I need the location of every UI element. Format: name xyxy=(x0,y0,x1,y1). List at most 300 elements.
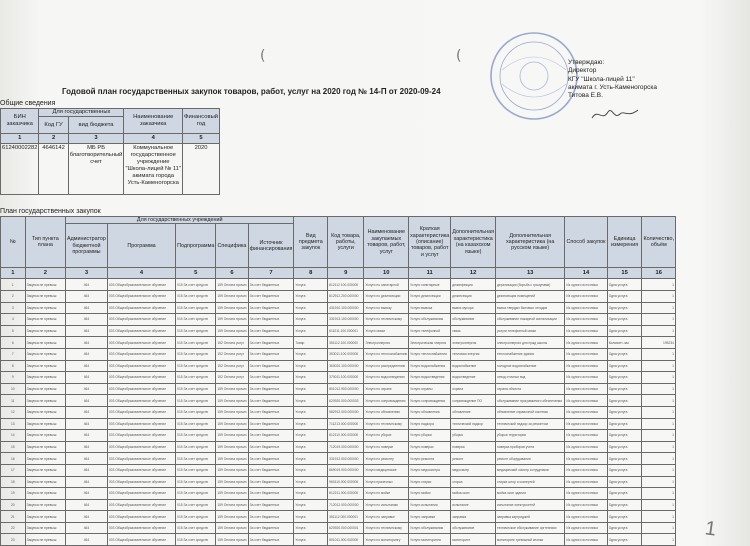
table-cell: 1 xyxy=(642,418,676,430)
table-cell: Закупка не превыш xyxy=(25,534,65,546)
table-cell: Закупка не превыш xyxy=(25,372,65,384)
table-cell: 003 Общеобразовательное обучение xyxy=(107,383,175,395)
col-state-institutions: Для государственных учреждений xyxy=(66,217,294,224)
table-cell: вывоз мусора xyxy=(451,302,496,314)
table-cell: Из одного источника xyxy=(565,314,607,326)
table-cell: Одна услуга xyxy=(607,488,642,500)
table-cell: Услуги связи xyxy=(364,325,409,337)
table-cell: За счет бюджетных xyxy=(248,337,294,349)
table-cell: За счет бюджетных xyxy=(248,441,294,453)
table-cell: Закупка не превыш xyxy=(25,511,65,523)
table-cell: обслуживание программного обеспечения xyxy=(496,395,565,407)
table-cell: Из одного источника xyxy=(565,360,607,372)
table-row xyxy=(1,372,676,384)
col-bin: БИН заказчика xyxy=(1,109,39,134)
official-seal xyxy=(488,30,580,122)
budget-type-value: МБ РБ благотворительный счет xyxy=(68,144,124,195)
table-cell: обновление xyxy=(451,406,496,418)
table-cell: 003 Общеобразовательное обучение xyxy=(107,279,175,291)
table-cell: Услуги по сопровождению xyxy=(364,395,409,407)
table-cell: За счет бюджетных xyxy=(248,314,294,326)
signature xyxy=(590,104,640,124)
table-cell: 159 Оплата прочих xyxy=(216,534,248,546)
table-cell: 353011.100.000000 xyxy=(328,348,364,360)
table-cell: 1 xyxy=(1,279,26,291)
table-cell: 1 xyxy=(642,372,676,384)
table-cell: Услуги телефонной xyxy=(409,325,451,337)
table-cell: 159 Оплата прочих xyxy=(216,395,248,407)
column-number: 2 xyxy=(25,268,65,279)
table-cell: 015 За счет средств xyxy=(176,499,216,511)
table-cell: 003 Общеобразовательное обучение xyxy=(107,488,175,500)
table-cell: 015 За счет средств xyxy=(176,337,216,349)
table-cell: Услуга xyxy=(294,441,328,453)
table-cell: Киловатт-час xyxy=(607,337,642,349)
table-cell: Услуги обновления xyxy=(409,406,451,418)
table-cell: 159 Оплата прочих xyxy=(216,430,248,442)
table-cell: Услуга xyxy=(294,476,328,488)
table-cell: 015 За счет средств xyxy=(176,395,216,407)
table-cell: За счет бюджетных xyxy=(248,453,294,465)
table-cell: Услуга xyxy=(294,418,328,430)
table-cell: Из одного источника xyxy=(565,511,607,523)
table-cell: 464 xyxy=(66,372,108,384)
col-customer-name: Наименование заказчика xyxy=(124,109,183,134)
table-cell: За счет бюджетных xyxy=(248,348,294,360)
table-cell: 4 xyxy=(1,314,26,326)
table-cell: 015 За счет средств xyxy=(176,291,216,303)
table-cell: Услуги по водоотведению xyxy=(364,372,409,384)
table-cell: 015 За счет средств xyxy=(176,453,216,465)
col-quantity: Количество, объём xyxy=(642,217,676,268)
page-number-handwritten: 1 xyxy=(703,517,718,541)
table-row xyxy=(1,418,676,430)
table-cell: 1 xyxy=(642,430,676,442)
table-cell: Услуги санитарные xyxy=(409,279,451,291)
table-cell: За счет бюджетных xyxy=(248,430,294,442)
table-cell: Услуга xyxy=(294,430,328,442)
table-cell: 159 Оплата прочих xyxy=(216,441,248,453)
table-row xyxy=(1,406,676,418)
table-cell: 464 xyxy=(66,511,108,523)
table-cell: 015 За счет средств xyxy=(176,441,216,453)
table-cell: электроэнергия xyxy=(451,337,496,349)
fin-year-value: 2020 xyxy=(183,144,220,195)
table-cell: Услуги по охране xyxy=(364,383,409,395)
table-row xyxy=(1,464,676,476)
table-cell: Услуга xyxy=(294,488,328,500)
table-cell: 003 Общеобразовательное обучение xyxy=(107,534,175,546)
table-cell: Одна услуга xyxy=(607,372,642,384)
table-cell: 195234 xyxy=(642,337,676,349)
table-cell: Из одного источника xyxy=(565,395,607,407)
table-cell: За счет бюджетных xyxy=(248,499,294,511)
table-cell: 464 xyxy=(66,418,108,430)
table-cell: 1 xyxy=(642,395,676,407)
table-cell: Услуга xyxy=(294,325,328,337)
table-cell: Из одного источника xyxy=(565,522,607,534)
table-cell: 464 xyxy=(66,476,108,488)
table-cell: Из одного источника xyxy=(565,453,607,465)
column-number: 13 xyxy=(496,268,565,279)
table-cell: 620920.000.000003 xyxy=(328,395,364,407)
table-cell: Закупка не превыш xyxy=(25,406,65,418)
column-number: 11 xyxy=(409,268,451,279)
table-cell: За счет бюджетных xyxy=(248,476,294,488)
table-cell: 003 Общеобразовательное обучение xyxy=(107,453,175,465)
table-cell: Из одного источника xyxy=(565,337,607,349)
col-subprogram: Подпрограмма xyxy=(176,224,216,268)
table-cell: ремонт оборудования xyxy=(496,453,565,465)
table-cell: 003 Общеобразовательное обучение xyxy=(107,395,175,407)
plan-rows xyxy=(1,279,676,546)
table-cell: 159 Оплата прочих xyxy=(216,406,248,418)
table-cell: 1 xyxy=(642,522,676,534)
table-cell: 1 xyxy=(642,476,676,488)
col-budget-type: вид бюджета xyxy=(68,117,124,134)
table-cell: 13 xyxy=(1,418,26,430)
table-cell: Услуги по техническому xyxy=(364,314,409,326)
table-cell: Одна услуга xyxy=(607,499,642,511)
table-cell: Одна услуга xyxy=(607,534,642,546)
table-cell: 331913.100.000000 xyxy=(328,314,364,326)
table-cell: 711213.000.000000 xyxy=(328,418,364,430)
table-cell: 1 xyxy=(642,279,676,291)
col-program: Программа xyxy=(107,224,175,268)
table-cell: 015 За счет средств xyxy=(176,476,216,488)
table-cell: Закупка не превыш xyxy=(25,279,65,291)
table-cell: 015 За счет средств xyxy=(176,522,216,534)
table-cell: 21 xyxy=(1,511,26,523)
table-cell: Услуги по поверке xyxy=(364,441,409,453)
table-cell: 812110.000.000000 xyxy=(328,430,364,442)
table-cell: медицинский осмотр сотрудников xyxy=(496,464,565,476)
binder-hole-left: ( xyxy=(260,48,266,64)
table-cell: Закупка не превыш xyxy=(25,325,65,337)
table-cell: поверка xyxy=(451,441,496,453)
table-cell: 003 Общеобразовательное обучение xyxy=(107,314,175,326)
table-cell: Одна услуга xyxy=(607,406,642,418)
table-cell: 464 xyxy=(66,488,108,500)
table-cell: 464 xyxy=(66,291,108,303)
table-cell: Электроэнергия xyxy=(364,337,409,349)
table-cell: 6 xyxy=(1,337,26,349)
table-cell: 1 xyxy=(642,360,676,372)
table-cell: Услуга xyxy=(294,406,328,418)
table-row xyxy=(1,430,676,442)
table-row xyxy=(1,511,676,523)
table-cell: 159 Оплата прочих xyxy=(216,488,248,500)
table-cell: 351112.000.000001 xyxy=(328,511,364,523)
table-row xyxy=(1,302,676,314)
table-cell: 003 Общеобразовательное обучение xyxy=(107,325,175,337)
table-cell: 1 xyxy=(642,302,676,314)
table-cell: 22 xyxy=(1,522,26,534)
table-cell: Закупка не превыш xyxy=(25,499,65,511)
table-cell: Услуга xyxy=(294,464,328,476)
table-cell: тепловая энергия xyxy=(451,348,496,360)
table-cell: 464 xyxy=(66,360,108,372)
column-number: 15 xyxy=(607,268,642,279)
table-cell: Одна услуга xyxy=(607,464,642,476)
table-cell: 159 Оплата прочих xyxy=(216,418,248,430)
table-cell: 015 За счет средств xyxy=(176,383,216,395)
table-cell: 464 xyxy=(66,453,108,465)
table-cell: Одна услуга xyxy=(607,291,642,303)
table-cell: 360020.100.000000 xyxy=(328,360,364,372)
table-cell: 1 xyxy=(642,488,676,500)
table-row xyxy=(1,383,676,395)
table-cell: ремонт xyxy=(451,453,496,465)
table-row xyxy=(1,360,676,372)
table-cell: 1 xyxy=(642,464,676,476)
table-cell: Услуги по обновлению xyxy=(364,406,409,418)
table-cell: Услуга xyxy=(294,499,328,511)
table-cell: Из одного источника xyxy=(565,302,607,314)
table-cell: 015 За счет средств xyxy=(176,534,216,546)
table-cell: Услуги дезинсекции xyxy=(409,291,451,303)
table-cell: 159 Оплата прочих xyxy=(216,325,248,337)
table-cell: 464 xyxy=(66,430,108,442)
table-cell: За счет бюджетных xyxy=(248,511,294,523)
col-extra-characteristics-kz: Дополнительная характеристика (на казахском языке) xyxy=(451,217,496,268)
table-cell: 003 Общеобразовательное обучение xyxy=(107,430,175,442)
table-cell: 712019.000.000000 xyxy=(328,441,364,453)
table-cell: 611011.100.000001 xyxy=(328,325,364,337)
col-budget-admin: Администратор бюджетной программы xyxy=(66,224,108,268)
table-cell: 464 xyxy=(66,325,108,337)
table-cell: 464 xyxy=(66,464,108,476)
table-cell: Закупка не превыш xyxy=(25,395,65,407)
table-cell: Услуги по техническому xyxy=(364,418,409,430)
table-cell: 003 Общеобразовательное обучение xyxy=(107,291,175,303)
table-cell: Услуги обслуживания xyxy=(409,314,451,326)
col-extra-characteristics-ru: Дополнительная характеристика (на русском языке) xyxy=(496,217,565,268)
table-cell: 464 xyxy=(66,279,108,291)
table-cell: мониторинг тревожной кнопки xyxy=(496,534,565,546)
table-cell: дезинсекция помещений xyxy=(496,291,565,303)
gu-code-value: 4646142 xyxy=(39,144,68,195)
table-cell: Услуги мониторинга xyxy=(409,534,451,546)
table-cell: 464 xyxy=(66,348,108,360)
table-cell: заправка xyxy=(451,511,496,523)
table-cell: 370011.100.000000 xyxy=(328,372,364,384)
table-cell: испытание xyxy=(451,499,496,511)
table-cell: 431910.100.000000 xyxy=(328,302,364,314)
column-number: 8 xyxy=(294,268,328,279)
table-cell: 015 За счет средств xyxy=(176,406,216,418)
table-cell: Услуги охраны xyxy=(409,383,451,395)
table-cell: 015 За счет средств xyxy=(176,360,216,372)
table-cell: поверка приборов учета xyxy=(496,441,565,453)
table-cell: 159 Оплата прочих xyxy=(216,499,248,511)
table-cell: Одна услуга xyxy=(607,453,642,465)
table-row xyxy=(1,441,676,453)
col-brief-characteristics: Краткая характеристика (описание) товаров, работ и услуг xyxy=(409,217,451,268)
table-cell: 960110.000.000000 xyxy=(328,476,364,488)
table-cell: Услуги вывоза xyxy=(409,302,451,314)
table-cell: 003 Общеобразовательное обучение xyxy=(107,418,175,430)
table-cell: Услуга xyxy=(294,372,328,384)
table-cell: Услуги по дезинсекции xyxy=(364,291,409,303)
plan-table xyxy=(0,216,676,546)
table-cell: 10 xyxy=(1,383,26,395)
table-cell: 003 Общеобразовательное обучение xyxy=(107,511,175,523)
table-cell: 7 xyxy=(1,348,26,360)
table-cell: отвод сточных вод xyxy=(496,372,565,384)
table-cell: 869019.000.000000 xyxy=(328,464,364,476)
table-cell: 159 Оплата прочих xyxy=(216,464,248,476)
page-title: Годовой план государственных закупок товаров, работ, услуг на 2020 год № 14-П от 2020-09-24 xyxy=(62,87,441,96)
table-cell: Услуги по ремонту xyxy=(364,453,409,465)
table-cell: 015 За счет средств xyxy=(176,302,216,314)
table-cell: 003 Общеобразовательное обучение xyxy=(107,476,175,488)
table-cell: Услуги водоснабжения xyxy=(409,360,451,372)
table-cell: Услуги по вывозу xyxy=(364,302,409,314)
table-cell: 464 xyxy=(66,337,108,349)
table-cell: 159 Оплата прочих xyxy=(216,314,248,326)
table-cell: обслуживание пожарной сигнализации xyxy=(496,314,565,326)
table-cell: Закупка не превыш xyxy=(25,383,65,395)
table-row xyxy=(1,476,676,488)
table-cell: 003 Общеобразовательное обучение xyxy=(107,360,175,372)
table-cell: Услуги уборки xyxy=(409,430,451,442)
table-cell: Услуга xyxy=(294,314,328,326)
table-cell: 159 Оплата прочих xyxy=(216,511,248,523)
table-cell: дератизация (борьба с грызунами) xyxy=(496,279,565,291)
table-cell: Услуги по распределению xyxy=(364,360,409,372)
table-cell: Услуга xyxy=(294,291,328,303)
table-cell: Одна услуга xyxy=(607,430,642,442)
table-cell: водоотведение xyxy=(451,372,496,384)
table-cell: Закупка не превыш xyxy=(25,418,65,430)
table-cell: Одна услуга xyxy=(607,476,642,488)
table-row xyxy=(1,522,676,534)
table-cell: 152 Оплата услуг xyxy=(216,337,248,349)
table-cell: 159 Оплата прочих xyxy=(216,453,248,465)
table-cell: Закупка не превыш xyxy=(25,522,65,534)
table-cell: Из одного источника xyxy=(565,441,607,453)
table-cell: 351112.100.000000 xyxy=(328,337,364,349)
table-cell: водоснабжение xyxy=(451,360,496,372)
column-number: 14 xyxy=(565,268,607,279)
table-cell: 9 xyxy=(1,372,26,384)
table-cell: Одна услуга xyxy=(607,383,642,395)
table-cell: обновление справочной системы xyxy=(496,406,565,418)
table-cell: 015 За счет средств xyxy=(176,418,216,430)
table-cell: Из одного источника xyxy=(565,430,607,442)
table-cell: Одна услуга xyxy=(607,395,642,407)
table-cell: 801011.000.000000 xyxy=(328,534,364,546)
table-cell: Услуги по заправке xyxy=(364,511,409,523)
table-cell: 464 xyxy=(66,314,108,326)
table-cell: За счет бюджетных xyxy=(248,488,294,500)
table-cell: Услуга xyxy=(294,383,328,395)
column-number: 1 xyxy=(1,268,26,279)
table-cell: 159 Оплата прочих xyxy=(216,291,248,303)
table-cell: Услуга xyxy=(294,395,328,407)
table-cell: медосмотр xyxy=(451,464,496,476)
table-cell: Одна услуга xyxy=(607,360,642,372)
table-cell: заправка картриджей xyxy=(496,511,565,523)
table-cell: За счет бюджетных xyxy=(248,291,294,303)
table-cell: Одна услуга xyxy=(607,302,642,314)
table-cell: 812211.000.000000 xyxy=(328,488,364,500)
table-cell: Услуги обслуживания xyxy=(409,522,451,534)
table-cell: Услуги стирки xyxy=(409,476,451,488)
table-cell: Из одного источника xyxy=(565,406,607,418)
table-cell: охрана xyxy=(451,383,496,395)
table-cell: Одна услуга xyxy=(607,418,642,430)
table-cell: Из одного источника xyxy=(565,499,607,511)
table-cell: 015 За счет средств xyxy=(176,464,216,476)
table-cell: 159 Оплата прочих xyxy=(216,476,248,488)
table-cell: Одна услуга xyxy=(607,314,642,326)
table-cell: 464 xyxy=(66,499,108,511)
table-cell: 003 Общеобразовательное обучение xyxy=(107,464,175,476)
col-fin-year: Финансовый год xyxy=(183,109,220,134)
table-cell: Закупка не превыш xyxy=(25,314,65,326)
table-row xyxy=(1,279,676,291)
table-cell: Услуги мойки xyxy=(409,488,451,500)
table-cell: 003 Общеобразовательное обучение xyxy=(107,406,175,418)
table-cell: 003 Общеобразовательное обучение xyxy=(107,337,175,349)
table-cell: За счет бюджетных xyxy=(248,522,294,534)
table-cell: Услуга xyxy=(294,522,328,534)
table-cell: уборка xyxy=(451,430,496,442)
column-number: 6 xyxy=(216,268,248,279)
table-cell: стирка xyxy=(451,476,496,488)
column-number: 3 xyxy=(66,268,108,279)
table-cell: Услуги прачечных xyxy=(364,476,409,488)
table-cell: 16 xyxy=(1,453,26,465)
table-cell: 1 xyxy=(642,534,676,546)
table-cell: 812112.100.000000 xyxy=(328,279,364,291)
table-cell: Из одного источника xyxy=(565,464,607,476)
table-cell: За счет бюджетных xyxy=(248,302,294,314)
table-cell: Услуга xyxy=(294,453,328,465)
table-cell: 464 xyxy=(66,522,108,534)
col-product-code: Код товара, работы, услуги xyxy=(328,217,364,268)
table-cell: 1 xyxy=(642,383,676,395)
table-cell: Услуга xyxy=(294,360,328,372)
table-cell: За счет бюджетных xyxy=(248,406,294,418)
table-cell: Услуги сопровождения xyxy=(409,395,451,407)
table-cell: 015 За счет средств xyxy=(176,314,216,326)
table-cell: 620920.000.000001 xyxy=(328,522,364,534)
table-row xyxy=(1,348,676,360)
table-cell: стирка штор и скатертей xyxy=(496,476,565,488)
column-number: 7 xyxy=(248,268,294,279)
table-cell: Закупка не превыш xyxy=(25,337,65,349)
table-cell: Одна услуга xyxy=(607,348,642,360)
table-cell: 015 За счет средств xyxy=(176,511,216,523)
table-cell: Услуга xyxy=(294,348,328,360)
table-cell: Закупка не превыш xyxy=(25,453,65,465)
table-cell: 159 Оплата прочих xyxy=(216,302,248,314)
table-cell: Услуги водоотведения xyxy=(409,372,451,384)
col-purchase-method: Способ закупок xyxy=(565,217,607,268)
plan-heading: План государственных закупок xyxy=(0,208,101,215)
table-cell: 23 xyxy=(1,534,26,546)
col-funding-source: Источник финансирования xyxy=(248,224,294,268)
table-cell: За счет бюджетных xyxy=(248,383,294,395)
table-cell: 464 xyxy=(66,534,108,546)
table-cell: дезинфекция xyxy=(451,279,496,291)
table-cell: За счет бюджетных xyxy=(248,360,294,372)
table-cell: 712012.000.000000 xyxy=(328,499,364,511)
table-row xyxy=(1,534,676,546)
